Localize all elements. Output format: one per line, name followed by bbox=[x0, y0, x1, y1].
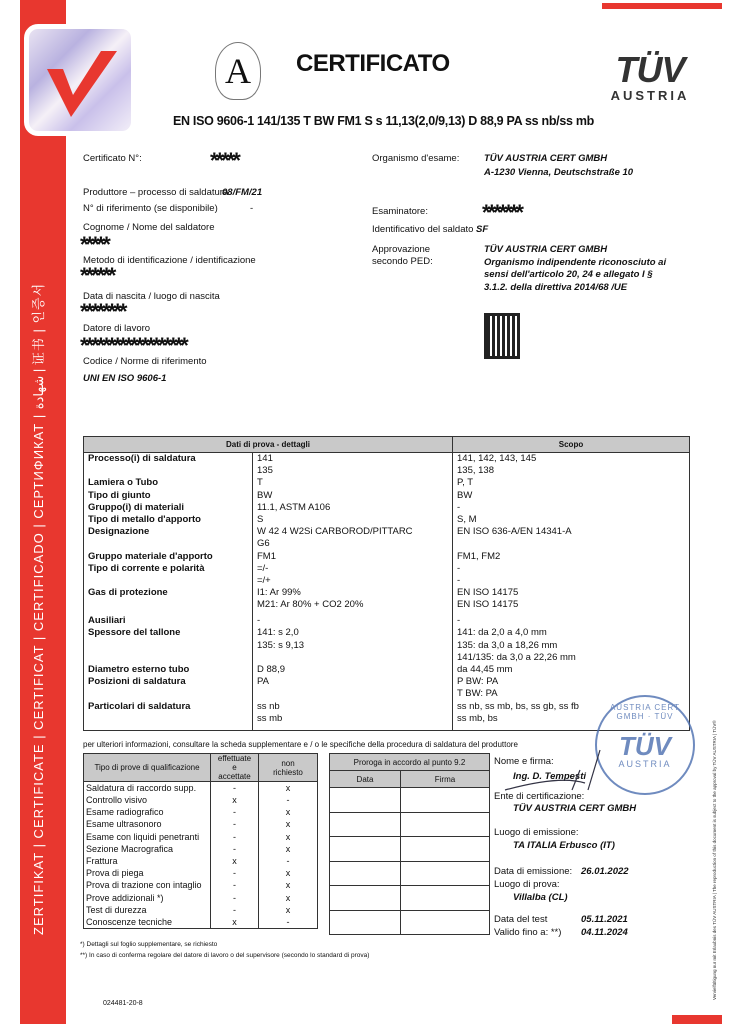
cell-line: P, T bbox=[457, 477, 474, 489]
scope-value bbox=[453, 502, 690, 514]
welded-id-value: SF bbox=[476, 224, 489, 235]
not-required-mark: x bbox=[259, 879, 318, 891]
body-name: TÜV AUSTRIA CERT GMBH bbox=[484, 153, 608, 164]
extension-table bbox=[329, 753, 490, 935]
issue-place-value: TA ITALIA Erbusco (IT) bbox=[513, 840, 615, 851]
certification-stamp bbox=[595, 695, 695, 795]
row-label: Designazione bbox=[88, 526, 150, 538]
extension-row bbox=[330, 837, 490, 862]
cell-line: EN ISO 14175 bbox=[457, 587, 519, 599]
h: effettuate bbox=[217, 754, 252, 763]
row-label: Posizioni di saldatura bbox=[88, 676, 186, 688]
test-value bbox=[253, 676, 453, 700]
cell-line: I1: Ar 99% bbox=[257, 587, 301, 599]
row-label: Particolari di saldatura bbox=[88, 700, 191, 712]
test-value bbox=[253, 514, 453, 526]
id-label: Metodo di identificazione / identificazione bbox=[83, 255, 256, 266]
row-label: Gruppo(i) di materiali bbox=[88, 501, 185, 513]
test-value bbox=[253, 477, 453, 489]
ped-text bbox=[484, 244, 666, 294]
cell-line: - bbox=[257, 615, 261, 627]
h: richiesto bbox=[273, 767, 303, 777]
page-title: CERTIFICATO bbox=[296, 50, 450, 77]
not-required-mark: - bbox=[259, 794, 318, 806]
extension-row bbox=[330, 886, 490, 911]
details-header: Dati di prova - dettagli bbox=[84, 437, 453, 453]
date-cell[interactable] bbox=[330, 910, 401, 935]
done-mark: - bbox=[211, 892, 259, 904]
test-place-value: Villalba (CL) bbox=[513, 892, 568, 903]
test-value bbox=[253, 615, 453, 627]
scope-value bbox=[453, 477, 690, 489]
top-red-bar bbox=[602, 3, 722, 9]
issue-place-label: Luogo di emissione: bbox=[494, 827, 579, 838]
cell-line: 135, 138 bbox=[457, 465, 494, 477]
test-name: Prove addizionali *) bbox=[86, 892, 164, 903]
date-cell[interactable] bbox=[330, 886, 401, 911]
done-mark: - bbox=[211, 818, 259, 830]
subtitle: EN ISO 9606-1 141/135 T BW FM1 S s 11,13(2,0/9,13) D 88,9 PA ss nb/ss mb bbox=[173, 114, 594, 128]
cell-line: EN ISO 636-A/EN 14341-A bbox=[457, 526, 572, 538]
row-label: Tipo di metallo d'apporto bbox=[88, 514, 201, 526]
row-label: Gruppo materiale d'apporto bbox=[88, 550, 213, 562]
cell-line: W 42 4 W2Si CARBOROD/PITTARC bbox=[257, 526, 413, 538]
cell-line: S, M bbox=[457, 514, 477, 526]
signer-label: Nome e firma: bbox=[494, 756, 554, 767]
extension-row bbox=[330, 861, 490, 886]
accreditation-seal: A bbox=[215, 42, 261, 100]
cell-line: 141: da 2,0 a 4,0 mm bbox=[457, 627, 547, 639]
signature-cell[interactable] bbox=[401, 886, 490, 911]
not-required-mark: - bbox=[259, 916, 318, 929]
date-cell[interactable] bbox=[330, 837, 401, 862]
cell-line: 141/135: da 3,0 a 22,26 mm bbox=[457, 651, 576, 663]
valid-label: Valido fino a: **) bbox=[494, 927, 562, 938]
h: accettate bbox=[218, 772, 251, 781]
ref-value: - bbox=[250, 203, 254, 214]
examiner-value: ******* bbox=[482, 200, 521, 225]
test-date-value: 05.11.2021 bbox=[581, 914, 628, 925]
cell-line: PA bbox=[257, 676, 269, 688]
test-name: Test di durezza bbox=[86, 904, 147, 915]
test-row bbox=[84, 782, 318, 795]
not-required-mark: x bbox=[259, 904, 318, 916]
name-label: Cognome / Nome del saldatore bbox=[83, 222, 215, 233]
test-value bbox=[253, 526, 453, 550]
scope-value bbox=[453, 615, 690, 627]
details-row bbox=[84, 453, 690, 478]
test-value bbox=[253, 664, 453, 676]
done-mark: - bbox=[211, 806, 259, 818]
signature-header: Firma bbox=[401, 771, 490, 788]
scope-value bbox=[453, 526, 690, 550]
cell-line: 141, 142, 143, 145 bbox=[457, 453, 537, 464]
done-header bbox=[211, 754, 259, 782]
row-label: Tipo di giunto bbox=[88, 489, 151, 501]
code-label: Codice / Norme di riferimento bbox=[83, 356, 207, 367]
row-label: Tipo di corrente e polarità bbox=[88, 562, 205, 574]
tuv-logo bbox=[600, 49, 700, 103]
cell-line: ss nb bbox=[257, 700, 280, 712]
test-row bbox=[84, 867, 318, 879]
test-name: Esame ultrasonoro bbox=[86, 819, 162, 830]
details-row bbox=[84, 551, 690, 563]
employer-label: Datore di lavoro bbox=[83, 323, 151, 334]
employer-value: ******************* bbox=[80, 333, 186, 358]
scope-value bbox=[453, 490, 690, 502]
details-row bbox=[84, 477, 690, 489]
test-row bbox=[84, 904, 318, 916]
qr-code[interactable] bbox=[484, 313, 520, 359]
test-value bbox=[253, 563, 453, 587]
document-code: 024481-20-8 bbox=[103, 1000, 143, 1007]
test-value bbox=[253, 453, 453, 478]
details-row bbox=[84, 563, 690, 587]
cell-line: 141: s 2,0 bbox=[257, 627, 299, 639]
issue-date-label: Data di emissione: bbox=[494, 866, 573, 877]
details-row bbox=[84, 526, 690, 550]
name-value: ***** bbox=[80, 232, 108, 257]
birth-value: ******** bbox=[80, 299, 125, 324]
row-label: Lamiera o Tubo bbox=[88, 477, 159, 489]
welded-id-label-text: Identificativo del saldato bbox=[372, 224, 474, 235]
producer-label: Produttore – processo di saldatura bbox=[83, 187, 229, 198]
test-row bbox=[84, 818, 318, 830]
logo-subtext: AUSTRIA bbox=[610, 88, 690, 103]
test-name: Sezione Macrografica bbox=[86, 843, 174, 854]
cell-line: - bbox=[457, 501, 461, 513]
done-mark: - bbox=[211, 843, 259, 855]
done-mark: - bbox=[211, 904, 259, 916]
valid-value: 04.11.2024 bbox=[581, 927, 628, 938]
test-value bbox=[253, 502, 453, 514]
not-required-mark: x bbox=[259, 831, 318, 843]
test-name: Conoscenze tecniche bbox=[86, 916, 173, 927]
test-value bbox=[253, 627, 453, 664]
ped-line: 3.1.2. della direttiva 2014/68 /UE bbox=[484, 281, 628, 293]
cell-line: 135: da 3,0 a 18,26 mm bbox=[457, 639, 558, 651]
ped-label-2: secondo PED: bbox=[372, 256, 433, 267]
details-row bbox=[84, 514, 690, 526]
cell-line: 135 bbox=[257, 465, 273, 477]
cell-line: 141 bbox=[257, 453, 273, 464]
test-row bbox=[84, 843, 318, 855]
cell-line: FM1, FM2 bbox=[457, 550, 501, 562]
birth-label: Data di nascita / luogo di nascita bbox=[83, 291, 220, 302]
body-address: A-1230 Vienna, Deutschstraße 10 bbox=[484, 167, 634, 178]
signature-cell[interactable] bbox=[401, 861, 490, 886]
stamp-logo: TÜV bbox=[619, 731, 671, 761]
done-mark: - bbox=[211, 831, 259, 843]
welded-id-label bbox=[372, 224, 488, 235]
cell-line: M21: Ar 80% + CO2 20% bbox=[257, 599, 364, 611]
details-row bbox=[84, 615, 690, 627]
details-table bbox=[83, 436, 690, 731]
test-name: Esame radiografico bbox=[86, 807, 164, 818]
done-mark: - bbox=[211, 782, 259, 795]
done-mark: x bbox=[211, 916, 259, 929]
test-name: Saldatura di raccordo supp. bbox=[84, 782, 211, 795]
date-cell[interactable] bbox=[330, 812, 401, 837]
cert-body-value: TÜV AUSTRIA CERT GMBH bbox=[513, 803, 637, 814]
extension-row bbox=[330, 910, 490, 935]
ped-line: TÜV AUSTRIA CERT GMBH bbox=[484, 244, 608, 255]
done-mark: x bbox=[211, 794, 259, 806]
test-value bbox=[253, 587, 453, 615]
done-mark: - bbox=[211, 867, 259, 879]
test-row bbox=[84, 855, 318, 867]
not-required-mark: x bbox=[259, 818, 318, 830]
cell-line: =/+ bbox=[257, 575, 271, 587]
ref-label: N° di riferimento (se disponibile) bbox=[83, 203, 218, 214]
details-row bbox=[84, 587, 690, 615]
cell-line: BW bbox=[457, 489, 473, 501]
not-required-mark: x bbox=[259, 892, 318, 904]
not-required-mark: x bbox=[259, 782, 318, 795]
test-name: Esame con liquidi penetranti bbox=[86, 831, 200, 842]
not-required-mark: - bbox=[259, 855, 318, 867]
not-required-mark: x bbox=[259, 843, 318, 855]
signature-scribble bbox=[500, 745, 610, 795]
test-row bbox=[84, 831, 318, 843]
cell-line: - bbox=[457, 575, 461, 587]
test-value bbox=[253, 551, 453, 563]
producer-value: 08/FM/21 bbox=[222, 187, 263, 198]
logo-text: TÜV bbox=[615, 49, 685, 90]
test-row bbox=[84, 879, 318, 891]
cert-no: ***** bbox=[210, 148, 238, 173]
cell-line: ss nb, ss mb, bs, ss gb, ss fb bbox=[457, 700, 579, 712]
scope-value bbox=[453, 563, 690, 587]
qualification-tests-table bbox=[83, 753, 318, 929]
examiner-label: Esaminatore: bbox=[372, 206, 428, 217]
cell-line: P BW: PA bbox=[457, 676, 499, 688]
cell-line: FM1 bbox=[257, 550, 276, 562]
h: e bbox=[232, 763, 237, 772]
row-label: Processo(i) di saldatura bbox=[88, 453, 196, 464]
scope-value bbox=[453, 551, 690, 563]
cell-line: EN ISO 14175 bbox=[457, 599, 519, 611]
ped-line: Organismo indipendente riconosciuto ai bbox=[484, 256, 667, 268]
test-date-label: Data del test bbox=[494, 914, 548, 925]
signature-cell[interactable] bbox=[401, 788, 490, 813]
cell-line: =/- bbox=[257, 562, 269, 574]
cert-body-label: Ente di certificazione: bbox=[494, 791, 585, 802]
issue-date-value: 26.01.2022 bbox=[581, 866, 629, 877]
cell-line: 11.1, ASTM A106 bbox=[257, 501, 331, 513]
details-row bbox=[84, 627, 690, 664]
reproduction-note: Vervielfältigung nur mit Erlaubnis des TÜV AUSTRIA | The reproduction of this document is subject to the approval by TÜV AUSTRIA | TÜV® bbox=[712, 720, 717, 1000]
extension-header: Proroga in accordo al punto 9.2 bbox=[330, 754, 490, 771]
date-header: Data bbox=[330, 771, 401, 788]
test-row bbox=[84, 916, 318, 929]
stamp-ring-text: AUSTRIA CERT GMBH · TÜV bbox=[609, 703, 681, 721]
test-name: Controllo visivo bbox=[86, 795, 148, 806]
test-name: Frattura bbox=[86, 856, 118, 867]
done-mark: - bbox=[211, 879, 259, 891]
row-label: Ausiliari bbox=[88, 615, 126, 627]
test-value bbox=[253, 701, 453, 731]
date-cell[interactable] bbox=[330, 788, 401, 813]
cell-line: - bbox=[457, 562, 461, 574]
row-label: Diametro esterno tubo bbox=[88, 664, 190, 676]
cell-line: 135: s 9,13 bbox=[257, 639, 305, 651]
test-type-header: Tipo di prove di qualificazione bbox=[84, 754, 211, 782]
cell-line: T bbox=[257, 477, 263, 489]
done-mark: x bbox=[211, 855, 259, 867]
h: non bbox=[281, 758, 295, 768]
cell-line: D 88,9 bbox=[257, 664, 285, 676]
cell-line: da 44,45 mm bbox=[457, 664, 513, 676]
code-value: UNI EN ISO 9606-1 bbox=[83, 373, 167, 384]
test-row bbox=[84, 806, 318, 818]
footnote-1: *) Dettagli sul foglio supplementare, se richiesto bbox=[80, 941, 218, 948]
cell-line: ss mb, bs bbox=[457, 712, 498, 724]
scope-value bbox=[453, 664, 690, 676]
scope-value bbox=[453, 453, 690, 478]
signature-cell[interactable] bbox=[401, 812, 490, 837]
test-value bbox=[253, 490, 453, 502]
id-value: ****** bbox=[80, 263, 114, 288]
details-row bbox=[84, 664, 690, 676]
details-row bbox=[84, 490, 690, 502]
test-place-label: Luogo di prova: bbox=[494, 879, 560, 890]
cell-line: T BW: PA bbox=[457, 688, 498, 700]
signer-name: Ing. D. Tempesti bbox=[513, 771, 587, 782]
scope-value bbox=[453, 587, 690, 615]
bottom-red-bar bbox=[672, 1015, 722, 1024]
body-label: Organismo d'esame: bbox=[372, 153, 460, 164]
cell-line: ss mb bbox=[257, 712, 283, 724]
test-row bbox=[84, 892, 318, 904]
not-required-mark: x bbox=[259, 806, 318, 818]
cell-line: - bbox=[457, 615, 461, 627]
scope-value bbox=[453, 627, 690, 664]
scope-value bbox=[453, 514, 690, 526]
side-band-text: ZERTIFIKAT | CERTIFICATE | CERTIFICAT | CERTIFICADO | СЕРТИФИКАТ | شهادة | 证书 | 인증서 bbox=[31, 282, 46, 935]
hologram-logo bbox=[24, 24, 136, 136]
signature-cell[interactable] bbox=[401, 910, 490, 935]
footnote-2: **) In caso di conferma regolare del datore di lavoro o del supervisore (secondo lo standard di prova) bbox=[80, 952, 370, 959]
not-required-mark: x bbox=[259, 867, 318, 879]
ped-line: sensi dell'articolo 20, 24 e allegato I § bbox=[484, 269, 653, 280]
test-row bbox=[84, 794, 318, 806]
test-name: Prova di piega bbox=[86, 868, 144, 879]
stamp-subtext: AUSTRIA bbox=[618, 759, 672, 769]
cell-line: S bbox=[257, 514, 264, 526]
row-label: Gas di protezione bbox=[88, 587, 168, 599]
extension-row bbox=[330, 788, 490, 813]
not-required-header bbox=[259, 754, 318, 782]
date-cell[interactable] bbox=[330, 861, 401, 886]
check-mark-icon bbox=[29, 29, 131, 131]
cell-line: G6 bbox=[257, 538, 270, 550]
scope-header: Scopo bbox=[453, 437, 690, 453]
details-row bbox=[84, 502, 690, 514]
cert-no-label: Certificato N°: bbox=[83, 153, 142, 164]
row-label: Spessore del tallone bbox=[88, 627, 181, 639]
info-note: per ulteriori informazioni, consultare la scheda supplementare e / o le specifiche della procedura di saldatura del produttore bbox=[83, 740, 518, 749]
details-row bbox=[84, 676, 690, 700]
ped-label-1: Approvazione bbox=[372, 244, 431, 255]
extension-row bbox=[330, 812, 490, 837]
cell-line: BW bbox=[257, 489, 273, 501]
signature-cell[interactable] bbox=[401, 837, 490, 862]
test-name: Prova di trazione con intaglio bbox=[86, 880, 202, 891]
